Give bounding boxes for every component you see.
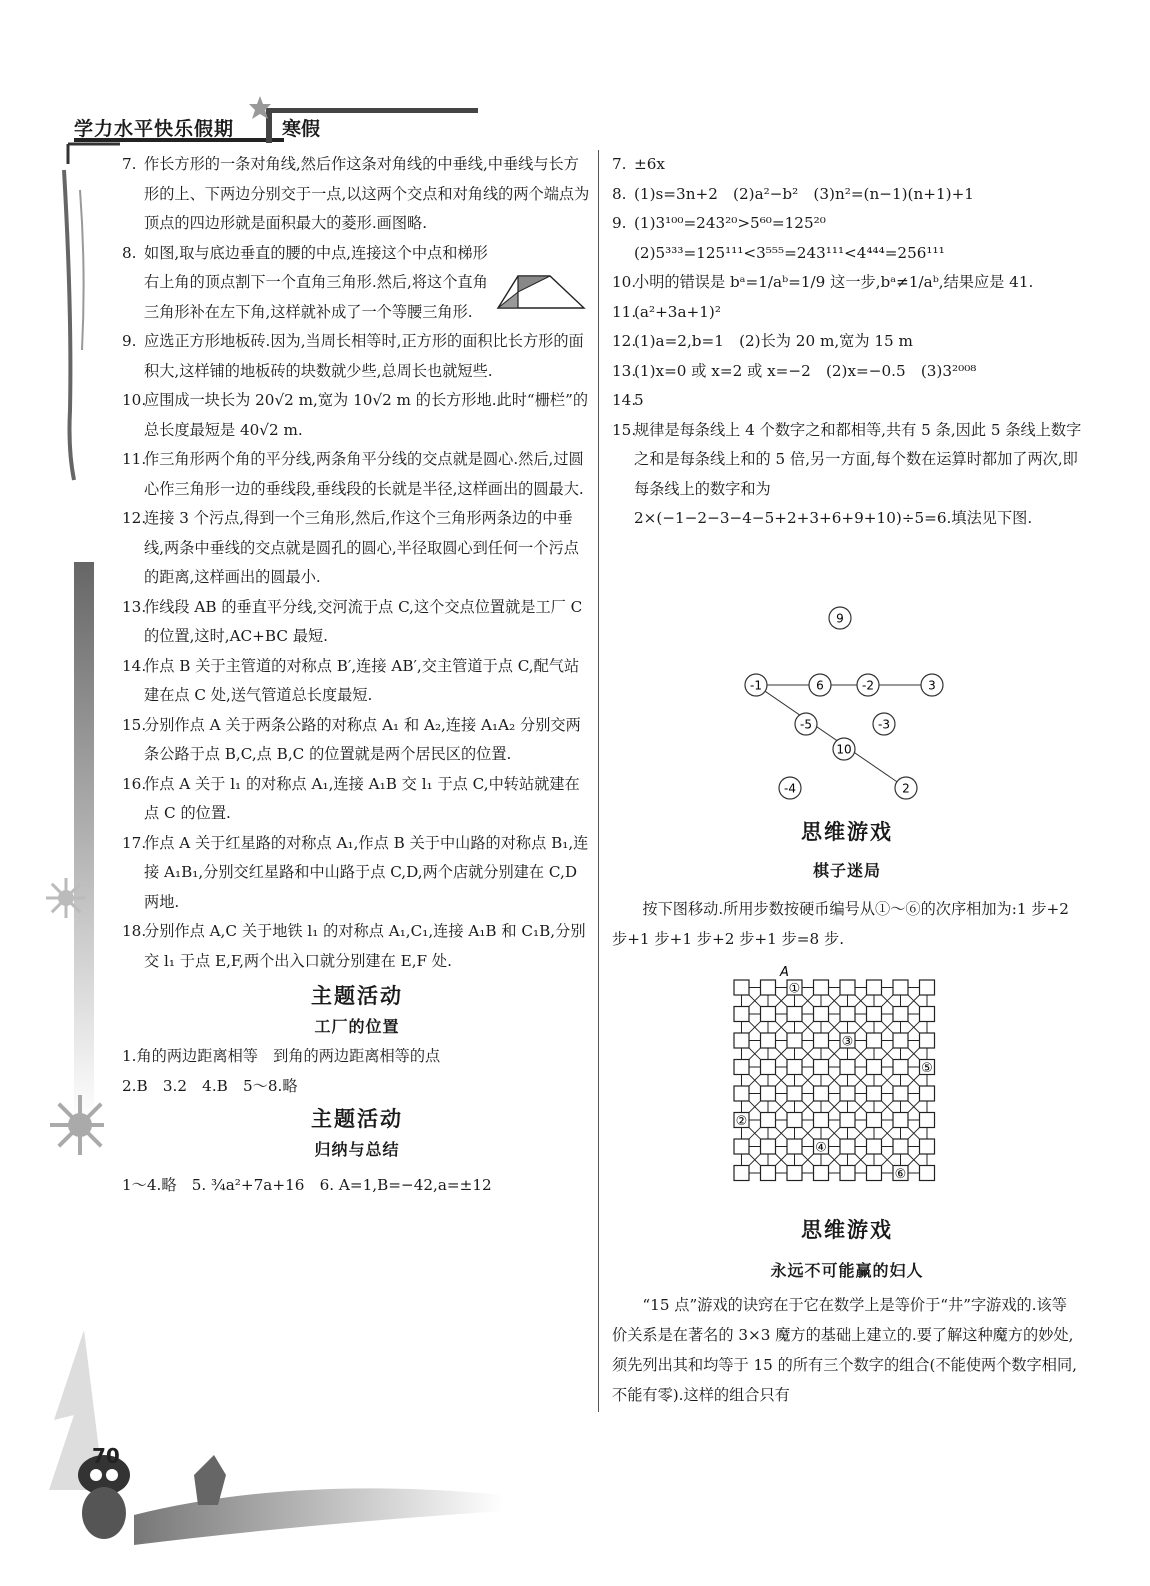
board-cell — [893, 1086, 908, 1101]
game2-text: “15 点”游戏的诀窍在于它在数学上是等价于“井”字游戏的.该等价关系是在著名的 3×3 魔方的基础上建立的.要了解这种魔方的妙处,须先列出其和均等于 15 的所有三个数字的组合(不能使两个数字相同,不能有零).这样的组合只有 — [612, 1296, 1077, 1404]
item-number: 12. — [612, 332, 637, 350]
board-cell — [734, 980, 749, 995]
footer-decoration — [44, 1415, 514, 1585]
item-number: 7. — [612, 155, 627, 173]
board-cell — [734, 1033, 749, 1048]
item-text: 作三角形两个角的平分线,两条角平分线的交点就是圆心.然后,过圆心作三角形一边的垂线段,垂线段的长就是半径,这样画出的圆最大. — [144, 450, 584, 498]
board-cell — [761, 1113, 776, 1128]
board-cell — [867, 1086, 882, 1101]
item-number: 14. — [122, 656, 147, 675]
right-items-item — [612, 268, 1082, 298]
item-number: 16. — [122, 774, 147, 793]
column-divider — [598, 150, 599, 1412]
diagram-node-label: 10 — [836, 742, 852, 757]
board-cell — [920, 1033, 935, 1048]
board-cell — [920, 1139, 935, 1154]
board-cell — [761, 1139, 776, 1154]
item-text: 作点 A 关于 l₁ 的对称点 A₁,连接 A₁B 交 l₁ 于点 C,中转站就建在点 C 的位置. — [144, 774, 580, 822]
item-text: 作点 B 关于主管道的对称点 B′,连接 AB′,交主管道于点 C,配气站建在点 C 处,送气管道总长度最短. — [144, 656, 580, 704]
game1-subtitle: 棋子迷局 — [812, 861, 881, 880]
board-cell — [840, 980, 855, 995]
item-text: 作长方形的一条对角线,然后作这条对角线的中垂线,中垂线与长方形的上、下两边分别交于一点,以这两个交点和对角线的两个端点为顶点的四边形就是面积最大的菱形.画图略. — [144, 155, 590, 232]
diagram-node — [873, 713, 895, 735]
diagram-node — [921, 674, 943, 696]
right-items-item — [612, 180, 1082, 210]
right-items-item — [612, 416, 1082, 534]
board-cell — [920, 1113, 935, 1128]
header-subtitle: 寒假 — [282, 118, 321, 140]
left-items-item — [122, 445, 592, 504]
board-cell — [787, 1166, 802, 1181]
board-cell — [734, 1139, 749, 1154]
board-cell — [840, 1086, 855, 1101]
item-number: 10. — [612, 273, 637, 291]
coin-label: ③ — [841, 1034, 854, 1050]
right-items-item — [612, 209, 1082, 239]
board-cell — [787, 1060, 802, 1075]
diagram-node — [895, 777, 917, 799]
game1-text: 按下图移动.所用步数按硬币编号从①～⑥的次序相加为:1 步+2 步+1 步+1 步+2 步+1 步=8 步. — [612, 900, 1069, 948]
item-text: 分别作点 A,C 关于地铁 l₁ 的对称点 A₁,C₁,连接 A₁B 和 C₁B,分别交 l₁ 于点 E,F,两个出入口就分别建在 E,F 处. — [144, 922, 586, 970]
diagram-node-label: 6 — [816, 678, 824, 693]
diagram-node — [857, 674, 879, 696]
section1-line-1: 1.角的两边距离相等 到角的两边距离相等的点 — [122, 1047, 441, 1065]
board-cell — [761, 1060, 776, 1075]
right-items-item — [612, 386, 1082, 416]
board-cell — [734, 1007, 749, 1022]
section-title-2: 主题活动 — [311, 1107, 403, 1131]
diagram-node — [795, 713, 817, 735]
section-subtitle-1: 工厂的位置 — [314, 1017, 400, 1036]
board-cell — [814, 1113, 829, 1128]
board-cell — [893, 980, 908, 995]
board-cell — [840, 1166, 855, 1181]
board-cell — [814, 980, 829, 995]
diagram-node-label: -2 — [862, 678, 874, 693]
board-cell — [867, 980, 882, 995]
diagram-node-label: 2 — [902, 781, 910, 796]
coin-label: ② — [735, 1114, 748, 1129]
board-cell — [761, 1007, 776, 1022]
diagram-node — [779, 777, 801, 799]
item-text: (2)5³³³=125¹¹¹<3⁵⁵⁵=243¹¹¹<4⁴⁴⁴=256¹¹¹ — [634, 243, 945, 262]
item-number: 15. — [612, 420, 637, 439]
right-column — [612, 150, 1082, 534]
left-items-item — [122, 327, 592, 386]
board-cell — [814, 1007, 829, 1022]
right-items-item — [612, 150, 1082, 180]
item-number: 14. — [612, 391, 637, 409]
board-cell — [867, 1007, 882, 1022]
board-cell — [734, 1060, 749, 1075]
section-subtitle-2: 归纳与总结 — [314, 1140, 400, 1159]
left-items-item — [122, 770, 592, 829]
board-cell — [840, 1113, 855, 1128]
coin-label: ⑤ — [921, 1061, 933, 1076]
item-number: 10. — [122, 391, 147, 409]
diagram-node — [829, 607, 851, 629]
board-cell — [920, 980, 935, 995]
board-cell — [920, 1166, 935, 1181]
board-cell — [787, 1007, 802, 1022]
item-text: 作线段 AB 的垂直平分线,交河流于点 C,这个交点位置就是工厂 C 的位置,这时,AC+BC 最短. — [144, 597, 583, 645]
diagram-node — [809, 674, 831, 696]
chess-board — [728, 962, 960, 1202]
item-number: 9. — [122, 332, 137, 350]
board-cell — [761, 1166, 776, 1181]
item-text: 5 — [634, 391, 644, 409]
game1-title: 思维游戏 — [801, 820, 893, 844]
left-items-item — [122, 652, 592, 711]
board-label-a: A — [780, 965, 789, 980]
left-items-item — [122, 150, 592, 239]
board-cell — [867, 1166, 882, 1181]
board-cell — [893, 1060, 908, 1075]
board-cell — [734, 1086, 749, 1101]
board-cell — [920, 1007, 935, 1022]
left-items-item — [122, 504, 592, 593]
left-items-item — [122, 386, 592, 445]
item-text: (1)s=3n+2 (2)a²−b² (3)n²=(n−1)(n+1)+1 — [634, 184, 974, 203]
item-number: 8. — [122, 243, 137, 262]
item-text: 规律是每条线上 4 个数字之和都相等,共有 5 条,因此 5 条线上数字之和是每条线上和的 5 倍,另一方面,每个数在运算时都加了两次,即每条线上的数字和为 2×(−1−2−3−4−5+2+3+6+9+10)÷5=6.填法见下图. — [634, 420, 1082, 527]
board-cell — [893, 1139, 908, 1154]
item-text: 如图,取与底边垂直的腰的中点,连接这个中点和梯形右上角的顶点割下一个直角三角形.然后,将这个直角三角形补在左下角,这样就补成了一个等腰三角形. — [144, 243, 488, 321]
diagram-node — [745, 674, 767, 696]
board-cell — [787, 1086, 802, 1101]
header-title: 学力水平快乐假期 — [74, 118, 235, 140]
right-items-item — [612, 298, 1082, 328]
board-cell — [814, 1060, 829, 1075]
board-cell — [787, 1139, 802, 1154]
section-title-1: 主题活动 — [311, 984, 403, 1008]
left-items-item — [122, 829, 592, 918]
item-text: (1)3¹⁰⁰=243²⁰>5⁶⁰=125²⁰ — [634, 214, 826, 232]
item-number: 18. — [122, 922, 147, 940]
item-text: 应围成一块长为 20√2 m,宽为 10√2 m 的长方形地.此时“栅栏”的总长度最短是 40√2 m. — [144, 391, 589, 439]
item-number: 13. — [122, 597, 147, 616]
right-items-item — [612, 239, 1082, 269]
section1-line-2: 2.B 3.2 4.B 5～8.略 — [122, 1076, 298, 1095]
item-text: (1)x=0 或 x=2 或 x=−2 (2)x=−0.5 (3)3²⁰⁰⁸ — [634, 361, 977, 380]
item-text: 应选正方形地板砖.因为,当周长相等时,正方形的面积比长方形的面积大,这样铺的地板砖的块数就少些,总周长也就短些. — [144, 332, 584, 380]
right-items-item — [612, 357, 1082, 387]
game2-subtitle: 永远不可能赢的妇人 — [770, 1261, 924, 1280]
board-cell — [734, 1166, 749, 1181]
page-number: 70 — [92, 1444, 120, 1468]
diagram-node-label: -5 — [800, 717, 812, 732]
item-number: 15. — [122, 715, 147, 734]
board-cell — [814, 1166, 829, 1181]
left-items-item — [122, 711, 592, 770]
section2-line: 1～4.略 5. ¾a²+7a+16 6. A=1,B=−42,a=±12 — [122, 1176, 492, 1194]
board-cell — [840, 1007, 855, 1022]
item-text: 作点 A 关于红星路的对称点 A₁,作点 B 关于中山路的对称点 B₁,连接 A₁B₁,分别交红星路和中山路于点 C,D,两个店就分别建在 C,D 两地. — [144, 833, 589, 911]
right-answer-list — [612, 150, 1082, 534]
left-items-item — [122, 593, 592, 652]
item-number: 11. — [612, 302, 637, 321]
left-decoration — [44, 150, 104, 1570]
coin-label: ⑥ — [894, 1167, 907, 1182]
board-cell — [867, 1139, 882, 1154]
board-cell — [867, 1033, 882, 1048]
board-cell — [867, 1113, 882, 1128]
board-cell — [920, 1086, 935, 1101]
diagram-node-label: 3 — [928, 678, 936, 693]
board-cell — [840, 1139, 855, 1154]
board-cell — [840, 1060, 855, 1075]
coin-label: ① — [788, 981, 801, 997]
item-number: 8. — [612, 184, 627, 203]
item-text: 小明的错误是 bᵃ=1/aᵇ=1/9 这一步,bᵃ≠1/aᵇ,结果应是 41. — [634, 273, 1034, 291]
board-cell — [761, 980, 776, 995]
item-text: (a²+3a+1)² — [634, 302, 721, 321]
game2-title: 思维游戏 — [801, 1218, 893, 1242]
diagram-node-label: 9 — [836, 611, 844, 626]
item-number: 13. — [612, 361, 637, 380]
coin-label: ④ — [815, 1140, 827, 1156]
item-number: 17. — [122, 833, 147, 852]
item-text: (1)a=2,b=1 (2)长为 20 m,宽为 15 m — [634, 332, 913, 350]
left-items-item — [122, 917, 592, 976]
trapezoid-figure — [494, 272, 588, 312]
item-text: 连接 3 个污点,得到一个三角形,然后,作这个三角形两条边的中垂线,两条中垂线的交点就是圆孔的圆心,半径取圆心到任何一个污点的距离,这样画出的圆最小. — [144, 509, 579, 586]
right-items-item — [612, 327, 1082, 357]
number-diagram — [730, 598, 960, 808]
board-cell — [867, 1060, 882, 1075]
board-cell — [814, 1086, 829, 1101]
item-text: 分别作点 A 关于两条公路的对称点 A₁ 和 A₂,连接 A₁A₂ 分别交两条公路于点 B,C,点 B,C 的位置就是两个居民区的位置. — [144, 715, 581, 763]
board-cell — [893, 1113, 908, 1128]
item-number: 9. — [612, 214, 627, 232]
diagram-node-label: -1 — [750, 678, 762, 693]
board-cell — [893, 1007, 908, 1022]
item-number: 7. — [122, 155, 137, 173]
diagram-node-label: -3 — [878, 717, 890, 732]
diagram-node — [833, 738, 855, 760]
board-cell — [787, 1113, 802, 1128]
item-number: 12. — [122, 509, 147, 527]
board-cell — [761, 1033, 776, 1048]
board-cell — [893, 1033, 908, 1048]
item-number: 11. — [122, 450, 147, 468]
item-text: ±6x — [634, 155, 665, 173]
board-cell — [814, 1033, 829, 1048]
diagram-node-label: -4 — [784, 781, 796, 796]
board-cell — [761, 1086, 776, 1101]
board-cell — [787, 1033, 802, 1048]
